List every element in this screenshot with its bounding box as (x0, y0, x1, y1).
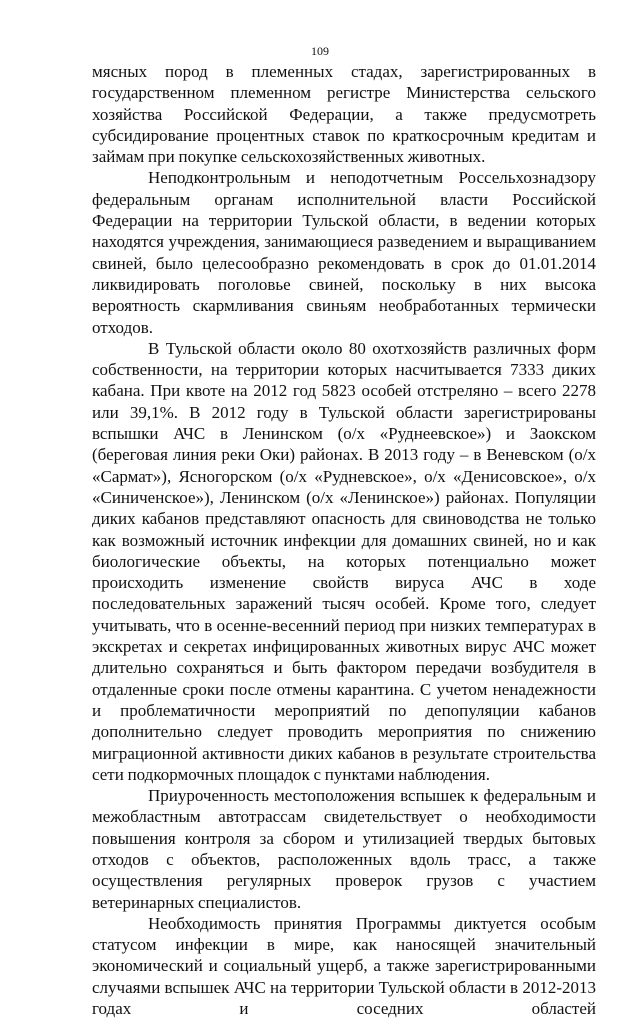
page-number: 109 (311, 44, 329, 58)
paragraph-program-necessity: Необходимость принятия Программы диктуется особым статусом инфекции в мире, как наносящей значительный экономический и социальный ущерб, а также зарегистрированными случаями вспышек АЧС на территории Тульской области в 2012-2013 годах и соседних областей (92, 913, 596, 1019)
paragraph-breeding-subsidies: мясных пород в племенных стадах, зарегистрированных в государственном племенном регистре Министерства сельского хозяйства Российской Федерации, а также предусмотреть субсидирование процентных ставок по краткосрочным кредитам и займам при покупке сельскохозяйственных животных. (92, 62, 596, 167)
paragraph-highways: Приуроченность местоположения вспышек к федеральным и межобластным автотрассам свидетельствует о необходимости повышения контроля за сбором и утилизацией твердых бытовых отходов с объектов, расположенных вдоль трасс, а также осуществления регулярных проверок грузов с участием ветеринарных специалистов. (92, 786, 596, 912)
paragraph-federal-agencies: Неподконтрольным и неподотчетным Россельхознадзору федеральным органам исполнительной власти Российской Федерации на территории Тульской области, в ведении которых находятся учреждения, занимающиеся разведением и выращиванием свиней, было целесообразно рекомендовать в срок до 01.01.2014 ликвидировать поголовье свиней, поскольку в них высока вероятность скармливания свиньям необработанных термически отходов. (92, 168, 596, 337)
document-body (92, 61, 596, 1019)
paragraph-wild-boar: В Тульской области около 80 охотхозяйств различных форм собственности, на территории которых насчитывается 7333 диких кабана. При квоте на 2012 год 5823 особей отстреляно – всего 2278 или 39,1%. В 2012 году в Тульской области зарегистрированы вспышки АЧС в Ленинском (о/х «Руднеевское») и Заокском (береговая линия реки Оки) районах. В 2013 году – в Веневском (о/х «Сармат»), Ясногорском (о/х «Рудневское», о/х «Денисовское», о/х «Синиченское»), Ленинском (о/х «Ленинское») районах. Популяции диких кабанов представляют опасность для свиноводства не только как возможный источник инфекции для домашних свиней, но и как биологические объекты, на которых потенциально может происходить изменение свойств вируса АЧС в ходе последовательных заражений тысяч особей. Кроме того, следует учитывать, что в осенне-весенний период при низких температурах в экскретах и секретах инфицированных животных вирус АЧС может длительно сохраняться и быть фактором передачи возбудителя в отдаленные сроки после отмены карантина. С учетом ненадежности и проблематичности мероприятий по депопуляции кабанов дополнительно следует проводить мероприятия по снижению миграционной активности диких кабанов в результате строительства сети подкормочных площадок с пунктами наблюдения. (92, 338, 596, 784)
